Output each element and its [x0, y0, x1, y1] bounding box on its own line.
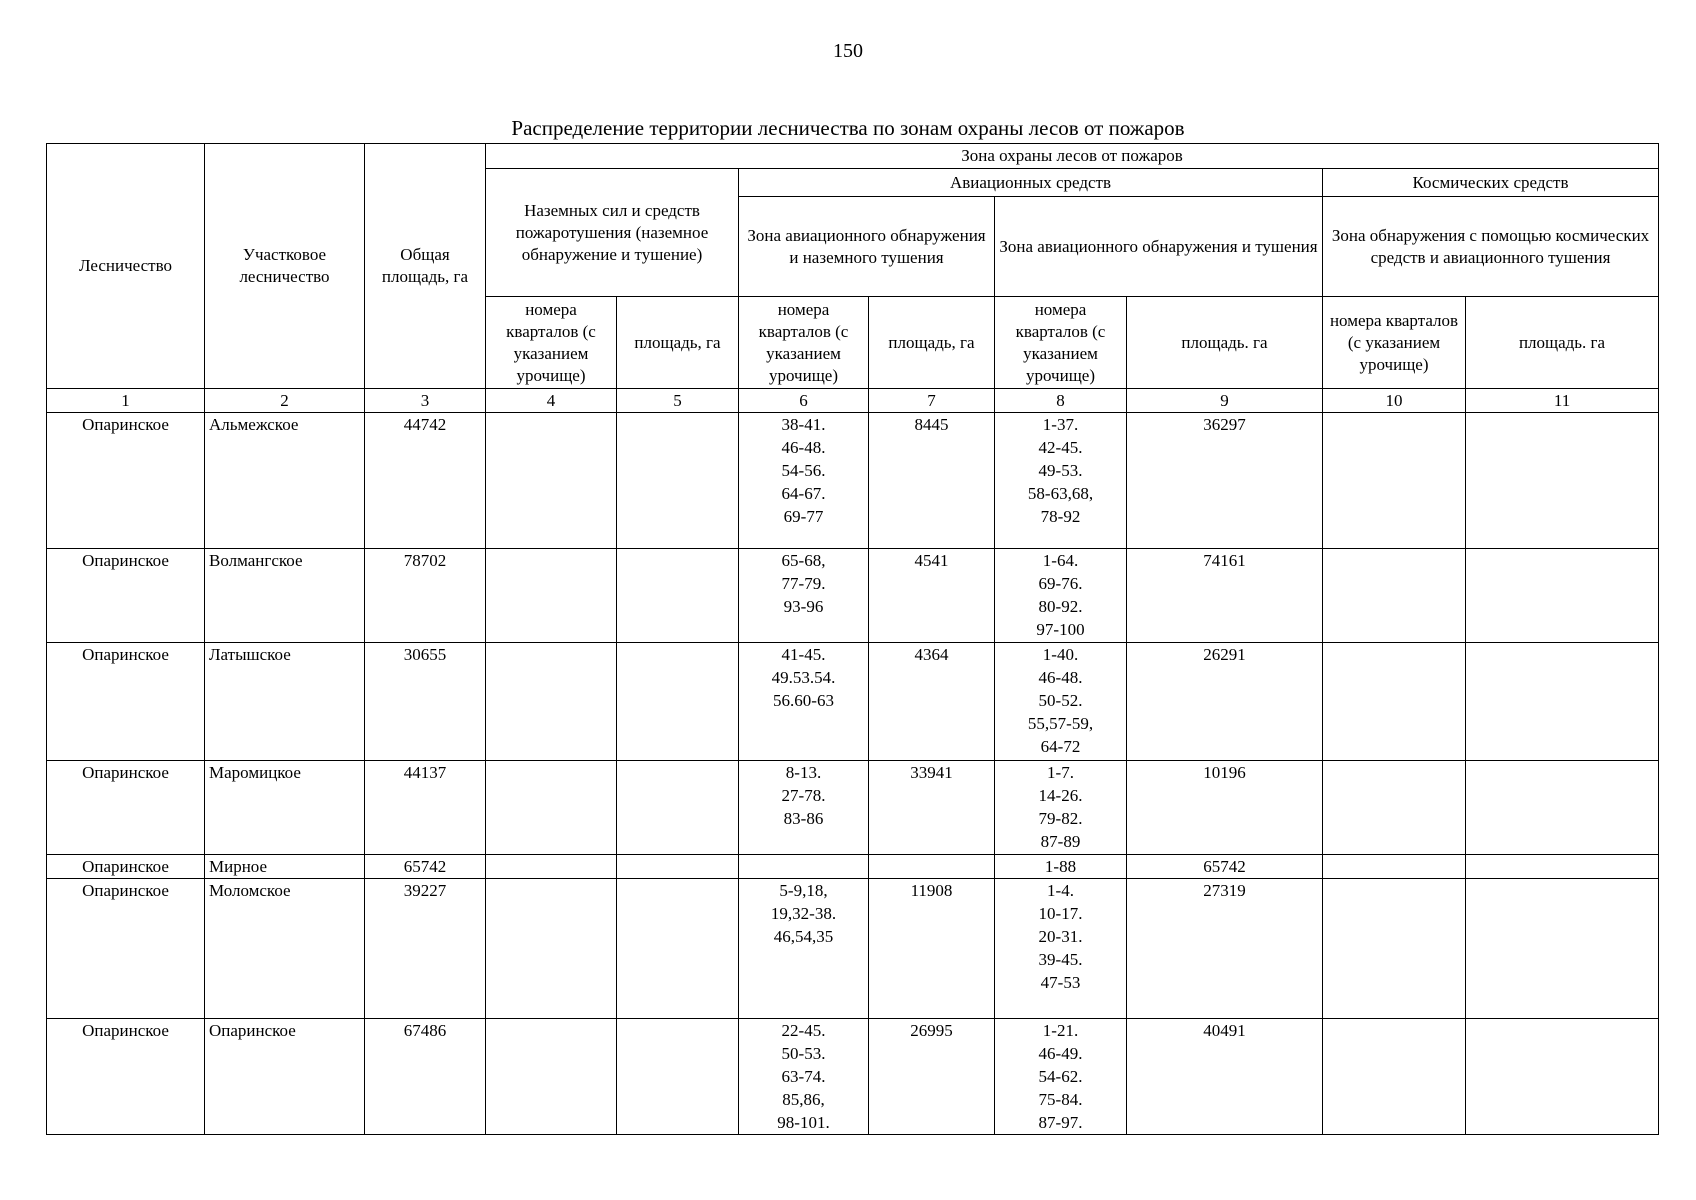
aviation-quarters-cell: [995, 1019, 1127, 1135]
header-aviation: Авиационных средств: [739, 169, 1323, 197]
ground-area-cell: [617, 643, 739, 761]
column-number: 4: [486, 389, 617, 413]
space-area-cell: [1466, 879, 1659, 1019]
ground-quarters-cell: [486, 643, 617, 761]
forestry-cell: Опаринское: [47, 643, 205, 761]
aviation-ground-quarters-cell: [739, 855, 869, 879]
district-cell: Латышское: [205, 643, 365, 761]
aviation-area-cell: 10196: [1127, 761, 1323, 855]
space-area-cell: [1466, 1019, 1659, 1135]
quarter-range: 8-13.: [785, 763, 822, 782]
table-row: [47, 855, 1659, 879]
aviation-quarters-cell: [995, 643, 1127, 761]
quarter-range: 46-48.: [1038, 668, 1083, 687]
aviation-ground-quarters-cell: [739, 879, 869, 1019]
column-number: 6: [739, 389, 869, 413]
forestry-cell: Опаринское: [47, 855, 205, 879]
quarter-range: 98-101.: [777, 1113, 830, 1132]
district-cell: Моломское: [205, 879, 365, 1019]
aviation-ground-area-cell: 8445: [869, 413, 995, 549]
quarter-range: 47-53: [1040, 973, 1081, 992]
column-number: 1: [47, 389, 205, 413]
header-ade-quarters: номера кварталов (с указанием урочище): [995, 297, 1127, 389]
aviation-ground-quarters-cell: [739, 761, 869, 855]
space-area-cell: [1466, 413, 1659, 549]
aviation-area-cell: 74161: [1127, 549, 1323, 643]
column-number: 10: [1323, 389, 1466, 413]
forestry-cell: Опаринское: [47, 879, 205, 1019]
space-area-cell: [1466, 549, 1659, 643]
quarter-range: 1-21.: [1042, 1021, 1079, 1040]
district-cell: Опаринское: [205, 1019, 365, 1135]
aviation-quarters-cell: [995, 413, 1127, 549]
aviation-ground-quarters-cell: [739, 643, 869, 761]
header-space-detect: Зона обнаружения с помощью космических средств и авиационного тушения: [1323, 197, 1659, 297]
quarter-range: 1-37.: [1042, 415, 1079, 434]
ground-area-cell: [617, 549, 739, 643]
ground-quarters-cell: [486, 549, 617, 643]
space-quarters-cell: [1323, 879, 1466, 1019]
quarter-range: 87-89: [1040, 832, 1081, 851]
header-aviation-detect-ground: Зона авиационного обнаружения и наземного тушения: [739, 197, 995, 297]
quarter-range: 87-97.: [1038, 1113, 1083, 1132]
aviation-quarters-cell: [995, 549, 1127, 643]
ground-area-cell: [617, 761, 739, 855]
total-area-cell: 78702: [365, 549, 486, 643]
header-space-area: площадь. га: [1466, 297, 1659, 389]
header-space: Космических средств: [1323, 169, 1659, 197]
quarter-range: 58-63,68,: [1027, 484, 1094, 503]
quarter-range: 1-88: [1044, 857, 1077, 876]
quarter-range: 19,32-38.: [770, 904, 837, 923]
quarter-range: 80-92.: [1038, 597, 1083, 616]
space-quarters-cell: [1323, 761, 1466, 855]
aviation-area-cell: 26291: [1127, 643, 1323, 761]
total-area-cell: 44742: [365, 413, 486, 549]
space-area-cell: [1466, 643, 1659, 761]
space-quarters-cell: [1323, 643, 1466, 761]
quarter-range: 1-40.: [1042, 645, 1079, 664]
total-area-cell: 30655: [365, 643, 486, 761]
header-forestry: Лесничество: [47, 144, 205, 389]
header-total-area: Общая площадь, га: [365, 144, 486, 389]
table-row: [47, 879, 1659, 1019]
quarter-range: 77-79.: [781, 574, 826, 593]
aviation-ground-quarters-cell: [739, 549, 869, 643]
aviation-ground-quarters-cell: [739, 1019, 869, 1135]
space-quarters-cell: [1323, 413, 1466, 549]
column-number-row: [47, 389, 1659, 413]
quarter-range: 65-68,: [781, 551, 826, 570]
forestry-cell: Опаринское: [47, 1019, 205, 1135]
aviation-ground-quarters-cell: [739, 413, 869, 549]
space-area-cell: [1466, 761, 1659, 855]
aviation-ground-area-cell: 33941: [869, 761, 995, 855]
aviation-ground-area-cell: 4541: [869, 549, 995, 643]
aviation-ground-area-cell: 11908: [869, 879, 995, 1019]
quarter-range: 69-76.: [1038, 574, 1083, 593]
column-number: 3: [365, 389, 486, 413]
ground-area-cell: [617, 1019, 739, 1135]
ground-quarters-cell: [486, 413, 617, 549]
quarter-range: 79-82.: [1038, 809, 1083, 828]
aviation-area-cell: 36297: [1127, 413, 1323, 549]
ground-area-cell: [617, 413, 739, 549]
quarter-range: 27-78.: [781, 786, 826, 805]
space-quarters-cell: [1323, 549, 1466, 643]
header-ground-area: площадь, га: [617, 297, 739, 389]
forestry-cell: Опаринское: [47, 761, 205, 855]
total-area-cell: 67486: [365, 1019, 486, 1135]
district-cell: Мирное: [205, 855, 365, 879]
page-number: 150: [833, 40, 863, 62]
aviation-quarters-cell: [995, 879, 1127, 1019]
space-quarters-cell: [1323, 1019, 1466, 1135]
space-area-cell: [1466, 855, 1659, 879]
total-area-cell: 39227: [365, 879, 486, 1019]
quarter-range: 63-74.: [781, 1067, 826, 1086]
aviation-quarters-cell: [995, 855, 1127, 879]
table-row: [47, 1019, 1659, 1135]
header-aviation-detect-extinguish: Зона авиационного обнаружения и тушения: [995, 197, 1323, 297]
quarter-range: 93-96: [783, 597, 824, 616]
ground-quarters-cell: [486, 1019, 617, 1135]
aviation-ground-area-cell: 26995: [869, 1019, 995, 1135]
quarter-range: 54-56.: [781, 461, 826, 480]
quarter-range: 97-100: [1036, 620, 1085, 639]
column-number: 11: [1466, 389, 1659, 413]
column-number: 5: [617, 389, 739, 413]
header-ade-area: площадь. га: [1127, 297, 1323, 389]
header-ground: Наземных сил и средств пожаротушения (наземное обнаружение и тушение): [486, 169, 739, 297]
table-row: [47, 413, 1659, 549]
quarter-range: 5-9,18,: [779, 881, 828, 900]
column-number: 8: [995, 389, 1127, 413]
header-zone-group: Зона охраны лесов от пожаров: [486, 144, 1659, 169]
quarter-range: 38-41.: [781, 415, 826, 434]
district-cell: Альмежское: [205, 413, 365, 549]
quarter-range: 46-49.: [1038, 1044, 1083, 1063]
aviation-area-cell: 27319: [1127, 879, 1323, 1019]
aviation-area-cell: 65742: [1127, 855, 1323, 879]
aviation-ground-area-cell: 4364: [869, 643, 995, 761]
quarter-range: 56.60-63: [773, 691, 834, 710]
forestry-cell: Опаринское: [47, 549, 205, 643]
quarter-range: 22-45.: [781, 1021, 826, 1040]
aviation-area-cell: 40491: [1127, 1019, 1323, 1135]
total-area-cell: 44137: [365, 761, 486, 855]
district-cell: Маромицкое: [205, 761, 365, 855]
quarter-range: 50-52.: [1038, 691, 1083, 710]
quarter-range: 49.53.54.: [771, 668, 836, 687]
ground-quarters-cell: [486, 879, 617, 1019]
quarter-range: 1-64.: [1042, 551, 1079, 570]
quarter-range: 49-53.: [1038, 461, 1083, 480]
table-row: [47, 643, 1659, 761]
column-number: 2: [205, 389, 365, 413]
district-cell: Волмангское: [205, 549, 365, 643]
header-adg-area: площадь, га: [869, 297, 995, 389]
table-title: Распределение территории лесничества по зонам охраны лесов от пожаров: [511, 116, 1185, 140]
header-space-quarters: номера кварталов (с указанием урочище): [1323, 297, 1466, 389]
column-number: 7: [869, 389, 995, 413]
quarter-range: 46,54,35: [773, 927, 834, 946]
quarter-range: 39-45.: [1038, 950, 1083, 969]
quarter-range: 75-84.: [1038, 1090, 1083, 1109]
quarter-range: 50-53.: [781, 1044, 826, 1063]
table-row: [47, 761, 1659, 855]
quarter-range: 83-86: [783, 809, 824, 828]
total-area-cell: 65742: [365, 855, 486, 879]
ground-area-cell: [617, 879, 739, 1019]
quarter-range: 42-45.: [1038, 438, 1083, 457]
quarter-range: 1-4.: [1047, 881, 1074, 900]
quarter-range: 46-48.: [781, 438, 826, 457]
header-adg-quarters: номера кварталов (с указанием урочище): [739, 297, 869, 389]
ground-area-cell: [617, 855, 739, 879]
ground-quarters-cell: [486, 761, 617, 855]
quarter-range: 55,57-59,: [1027, 714, 1094, 733]
quarter-range: 54-62.: [1038, 1067, 1083, 1086]
header-ground-quarters: номера кварталов (с указанием урочище): [486, 297, 617, 389]
quarter-range: 69-77: [783, 507, 824, 526]
space-quarters-cell: [1323, 855, 1466, 879]
quarter-range: 64-67.: [781, 484, 826, 503]
forestry-cell: Опаринское: [47, 413, 205, 549]
quarter-range: 14-26.: [1038, 786, 1083, 805]
column-number: 9: [1127, 389, 1323, 413]
header-district: Участковое лесничество: [205, 144, 365, 389]
quarter-range: 41-45.: [781, 645, 826, 664]
ground-quarters-cell: [486, 855, 617, 879]
aviation-ground-area-cell: [869, 855, 995, 879]
aviation-quarters-cell: [995, 761, 1127, 855]
quarter-range: 20-31.: [1038, 927, 1083, 946]
quarter-range: 85,86,: [782, 1090, 825, 1109]
quarter-range: 78-92: [1040, 507, 1081, 526]
fire-zone-table: [46, 143, 1659, 1135]
table-row: [47, 549, 1659, 643]
quarter-range: 64-72: [1040, 737, 1081, 756]
quarter-range: 1-7.: [1047, 763, 1074, 782]
quarter-range: 10-17.: [1038, 904, 1083, 923]
